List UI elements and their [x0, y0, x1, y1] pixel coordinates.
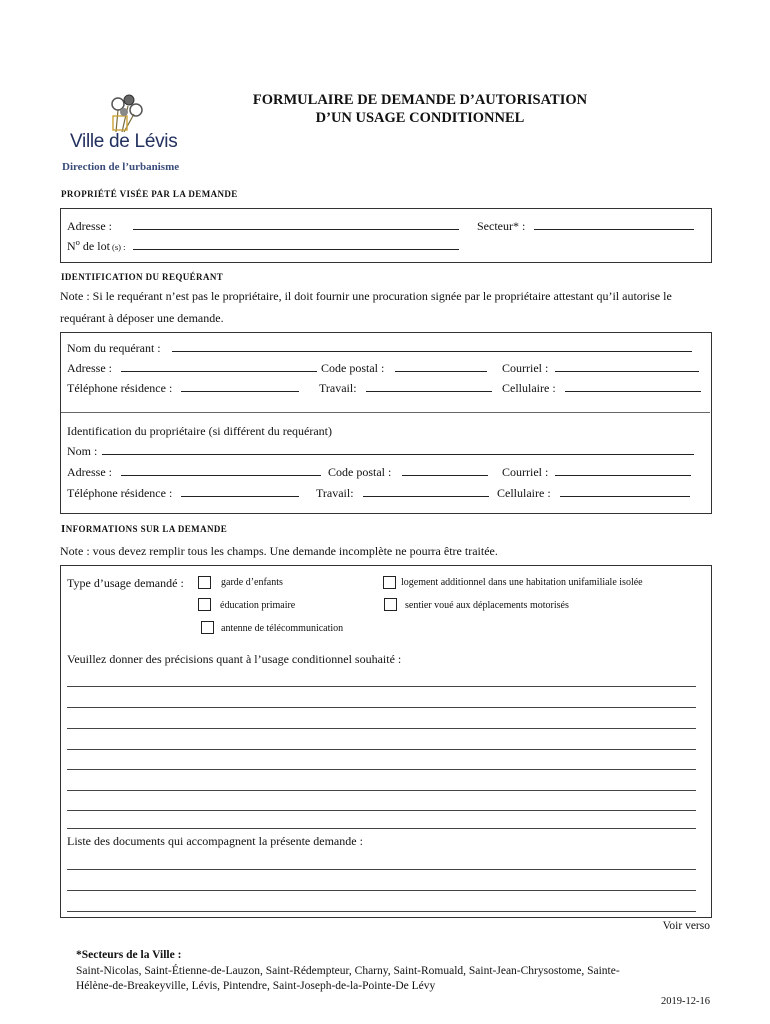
documents-line-2[interactable]: [67, 890, 696, 891]
option-label-primary-education: éducation primaire: [220, 600, 296, 611]
option-checkbox-daycare[interactable]: [198, 576, 211, 589]
details-line-8[interactable]: [67, 828, 696, 829]
applicant-cell-row: [502, 380, 701, 396]
applicant-name-label: Nom du requérant :: [67, 341, 161, 355]
revision-date: 2019-12-16: [661, 996, 710, 1007]
owner-cell-row: [497, 485, 690, 501]
applicant-email-row: [502, 360, 699, 376]
applicant-work-label: Travail:: [319, 381, 357, 395]
applicant-cell-field[interactable]: [565, 380, 701, 392]
applicant-note-line2: requérant à déposer une demande.: [60, 311, 224, 325]
option-checkbox-primary-education[interactable]: [198, 598, 211, 611]
owner-address-row: [67, 464, 321, 480]
details-line-7[interactable]: [67, 810, 696, 811]
property-sector-row: [477, 218, 694, 234]
owner-name-field[interactable]: [102, 443, 694, 455]
city-logo-icon: [104, 92, 148, 136]
option-checkbox-motorized-trail[interactable]: [384, 598, 397, 611]
property-address-label: Adresse :: [67, 219, 112, 233]
applicant-phone-label: Téléphone résidence :: [67, 381, 173, 395]
details-line-5[interactable]: [67, 769, 696, 770]
applicant-name-row: [67, 340, 692, 356]
details-line-2[interactable]: [67, 707, 696, 708]
applicant-work-row: [319, 380, 492, 396]
owner-work-field[interactable]: [363, 485, 489, 497]
option-checkbox-telecom-antenna[interactable]: [201, 621, 214, 634]
option-label-additional-dwelling: logement additionnel dans une habitation unifamiliale isolée: [401, 577, 643, 588]
applicant-name-field[interactable]: [172, 340, 692, 352]
details-line-1[interactable]: [67, 686, 696, 687]
owner-cell-field[interactable]: [560, 485, 690, 497]
applicant-postal-field[interactable]: [395, 360, 487, 372]
details-line-4[interactable]: [67, 749, 696, 750]
documents-line-1[interactable]: [67, 869, 696, 870]
owner-phone-field[interactable]: [181, 485, 299, 497]
applicant-phone-field[interactable]: [181, 380, 299, 392]
owner-cell-label: Cellulaire :: [497, 486, 551, 500]
applicant-address-field[interactable]: [121, 360, 317, 372]
sectors-list-line2: Hélène-de-Breakeyville, Lévis, Pintendre, Saint-Joseph-de-la-Pointe-De Lévy: [76, 980, 436, 992]
logo-text: Ville de Lévis: [70, 131, 178, 152]
applicant-note-line1: Note : Si le requérant n’est pas le propriétaire, il doit fournir une procuration signée par le propriétaire attestant qu’il autorise le: [60, 289, 672, 303]
property-address-row: [67, 218, 459, 234]
owner-heading: Identification du propriétaire (si différent du requérant): [67, 424, 333, 438]
applicant-phone-row: [67, 380, 299, 396]
applicant-postal-label: Code postal :: [321, 361, 385, 375]
department-name: Direction de l’urbanisme: [62, 161, 180, 173]
applicant-email-field[interactable]: [555, 360, 699, 372]
owner-work-row: [316, 485, 489, 501]
owner-email-field[interactable]: [555, 464, 691, 476]
details-line-6[interactable]: [67, 790, 696, 791]
owner-name-label: Nom :: [67, 444, 98, 458]
sectors-list-line1: Saint-Nicolas, Saint-Étienne-de-Lauzon, Saint-Rédempteur, Charny, Saint-Romuald, Saint-Jean-Chrysostome, Sainte-: [76, 965, 620, 977]
request-box: [60, 565, 712, 918]
applicant-email-label: Courriel :: [502, 361, 549, 375]
property-lot-row: [67, 237, 459, 254]
property-box: [60, 208, 712, 263]
request-note: Note : vous devez remplir tous les champs. Une demande incomplète ne pourra être traitée.: [60, 544, 498, 558]
owner-phone-row: [67, 485, 299, 501]
documents-label: Liste des documents qui accompagnent la présente demande :: [67, 834, 363, 848]
request-section-heading: INFORMATIONS SUR LA DEMANDE: [61, 523, 228, 535]
documents-line-3[interactable]: [67, 911, 696, 912]
owner-work-label: Travail:: [316, 486, 354, 500]
owner-phone-label: Téléphone résidence :: [67, 486, 173, 500]
applicant-owner-divider: [61, 412, 710, 413]
applicant-address-row: [67, 360, 317, 376]
owner-address-field[interactable]: [121, 464, 321, 476]
details-line-3[interactable]: [67, 728, 696, 729]
form-title-line1: FORMULAIRE DE DEMANDE D’AUTORISATION: [252, 92, 588, 108]
form-title-line2: D’UN USAGE CONDITIONNEL: [315, 110, 525, 126]
owner-email-label: Courriel :: [502, 465, 549, 479]
owner-name-row: [67, 443, 694, 459]
property-address-field[interactable]: [133, 218, 459, 230]
option-checkbox-additional-dwelling[interactable]: [383, 576, 396, 589]
applicant-work-field[interactable]: [366, 380, 492, 392]
property-section-heading: PROPRIÉTÉ VISÉE PAR LA DEMANDE: [61, 189, 238, 199]
applicant-section-heading: IDENTIFICATION DU REQUÉRANT: [61, 272, 224, 282]
property-lot-label: $N^o$ de lot (s) :: [67, 237, 126, 253]
owner-postal-label: Code postal :: [328, 465, 392, 479]
option-label-daycare: garde d’enfants: [221, 577, 283, 588]
owner-email-row: [502, 464, 691, 480]
owner-address-label: Adresse :: [67, 465, 112, 479]
usage-type-label: Type d’usage demandé :: [67, 576, 184, 590]
owner-postal-field[interactable]: [402, 464, 488, 476]
applicant-address-label: Adresse :: [67, 361, 112, 375]
property-sector-field[interactable]: [534, 218, 694, 230]
owner-postal-row: [328, 464, 488, 480]
applicant-postal-row: [321, 360, 487, 376]
option-label-telecom-antenna: antenne de télécommunication: [221, 623, 344, 634]
sectors-heading: *Secteurs de la Ville :: [76, 949, 182, 961]
details-label: Veuillez donner des précisions quant à l’usage conditionnel souhaité :: [67, 652, 402, 666]
option-label-motorized-trail: sentier voué aux déplacements motorisés: [405, 600, 569, 611]
applicant-cell-label: Cellulaire :: [502, 381, 556, 395]
property-sector-label: Secteur* :: [477, 219, 526, 233]
see-back-note: Voir verso: [662, 920, 710, 932]
property-lot-field[interactable]: [133, 238, 459, 250]
